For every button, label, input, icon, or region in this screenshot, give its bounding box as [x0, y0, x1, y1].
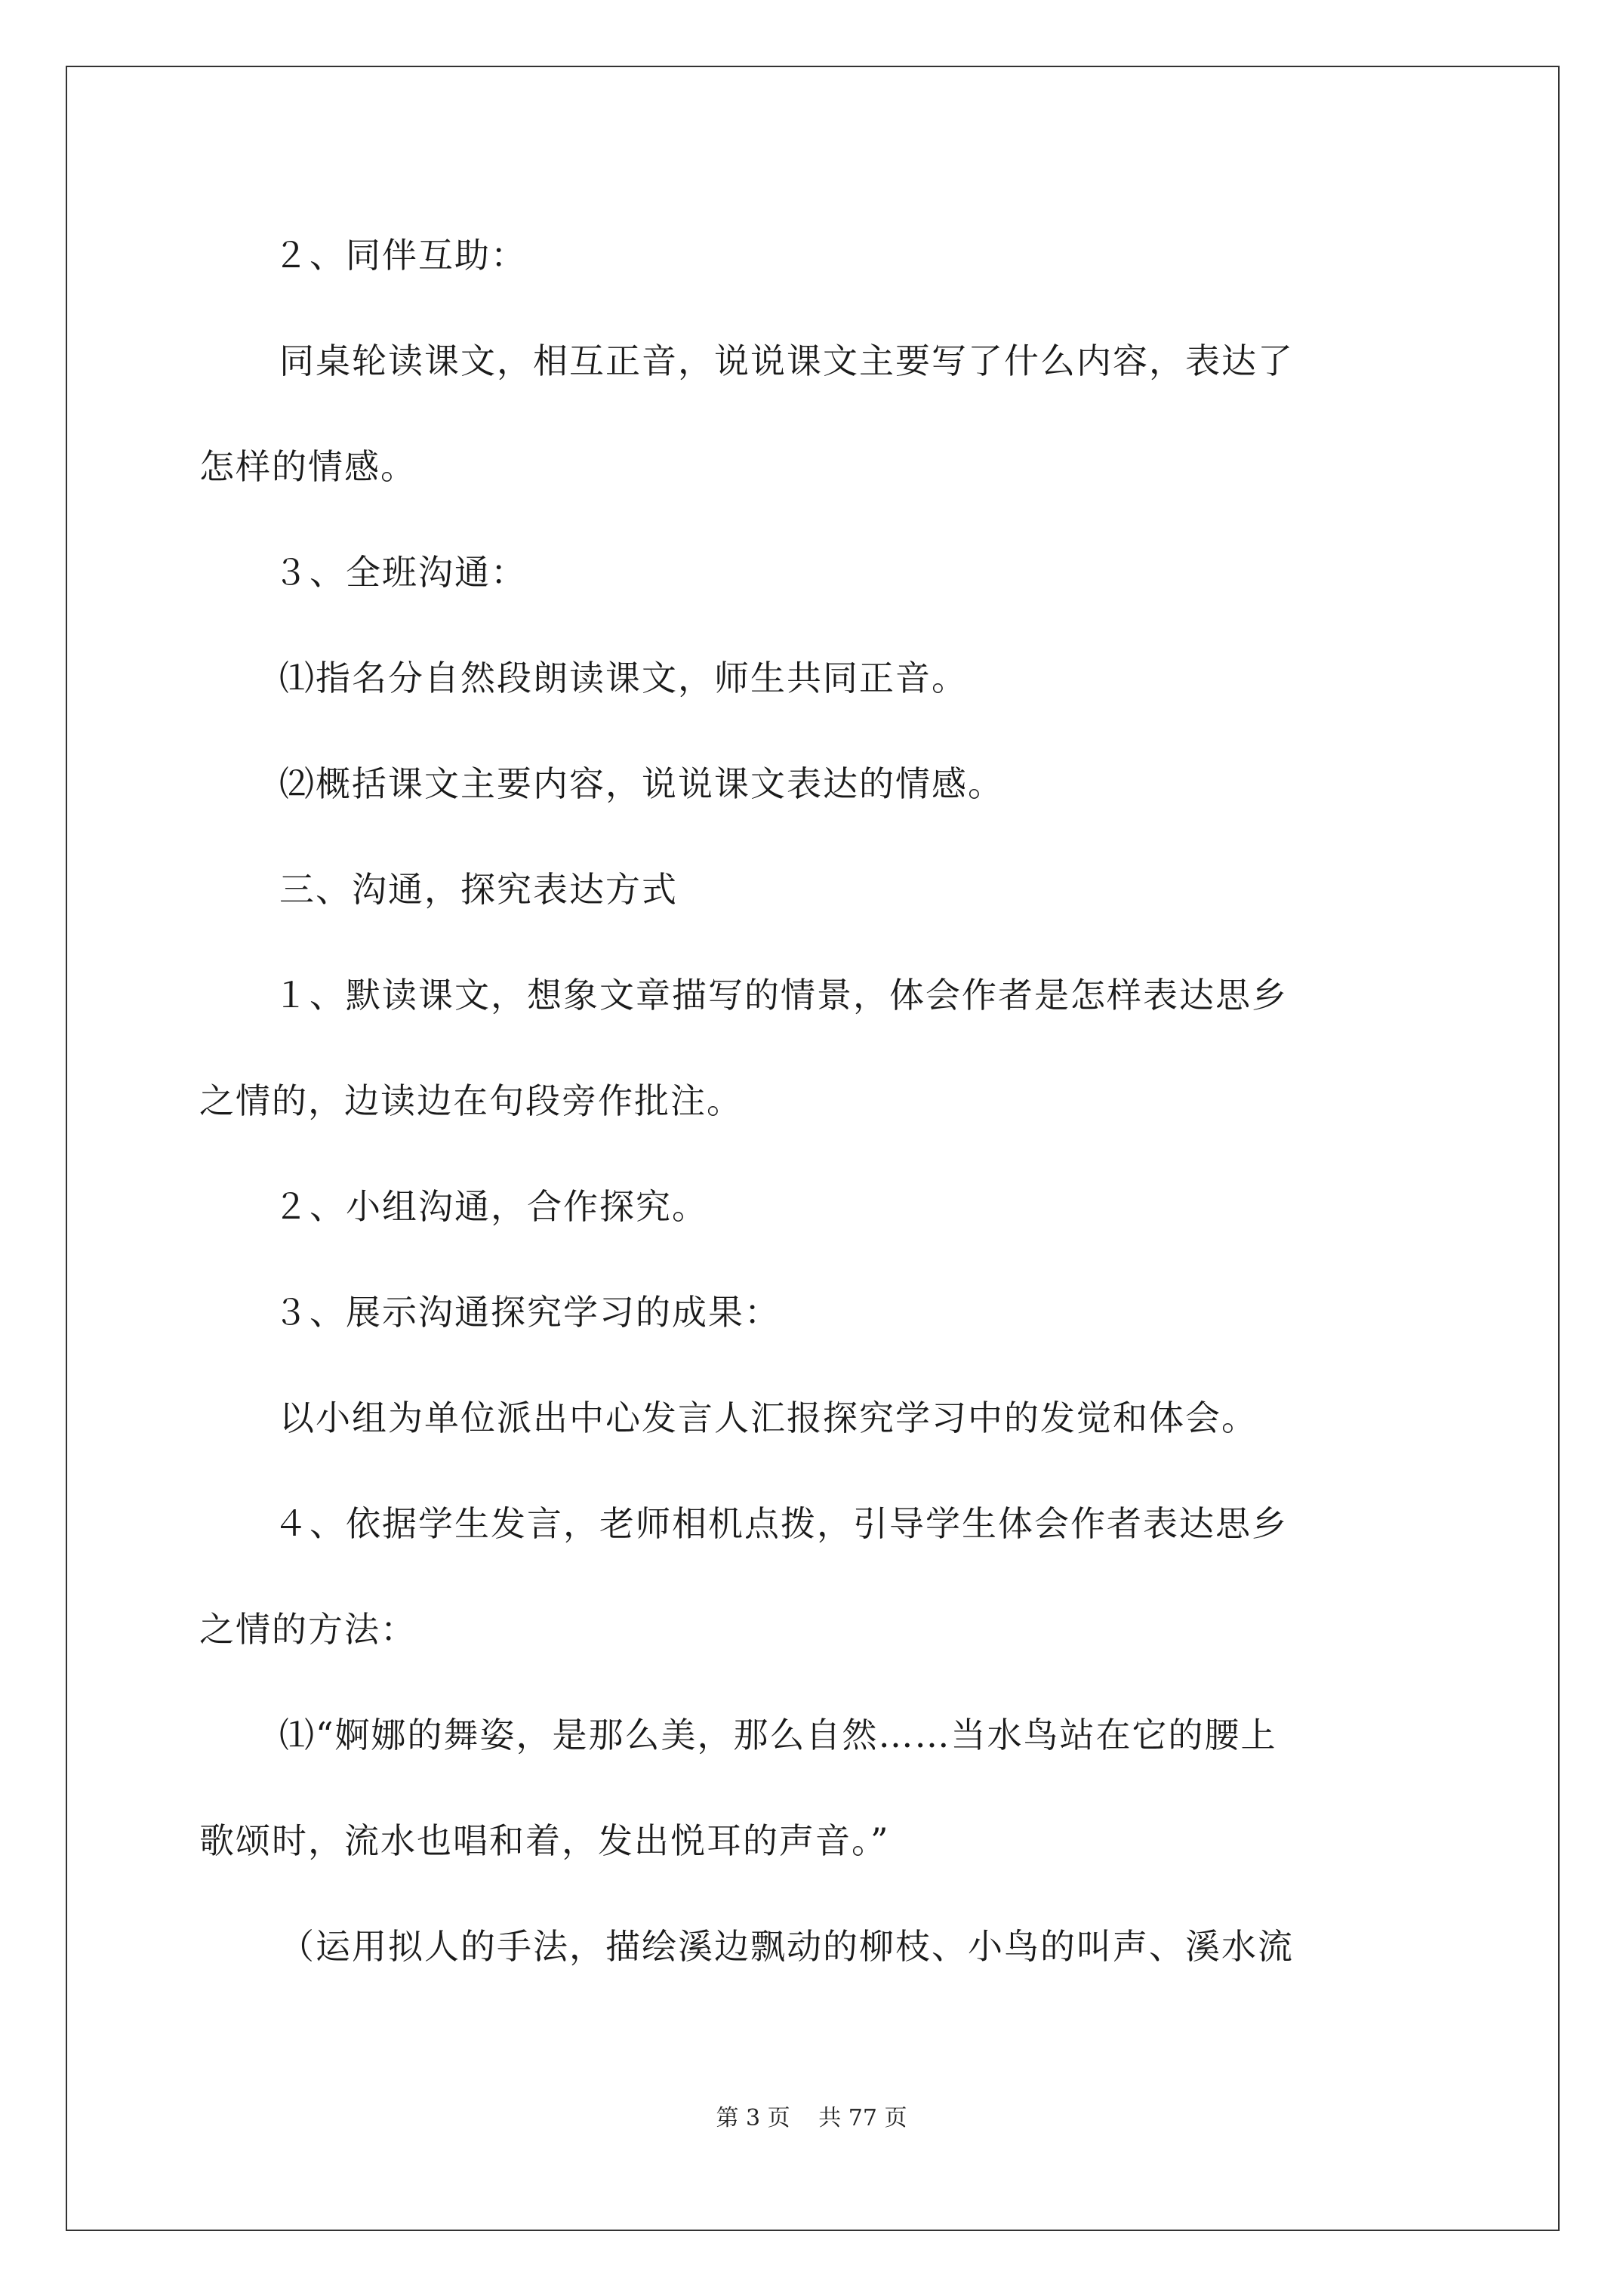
text-line: （运用拟人的手法，描绘溪边飘动的柳枝、小鸟的叫声、溪水流	[279, 1926, 1294, 1967]
text-line: ２、同伴互助：	[273, 235, 527, 276]
text-line: 同桌轮读课文，相互正音，说说课文主要写了什么内容，表达了	[279, 341, 1294, 381]
page-number: 第 3 页	[716, 2105, 790, 2131]
text-line: 以小组为单位派出中心发言人汇报探究学习中的发觉和体会。	[279, 1398, 1258, 1438]
text-line: 歌颂时，流水也唱和着，发出悦耳的声音。”	[199, 1820, 890, 1861]
page-total: 共 77 页	[818, 2105, 907, 2131]
text-line: ⑴“婀娜的舞姿，是那么美，那么自然……当水鸟站在它的腰上	[279, 1715, 1277, 1755]
text-line: ４、依据学生发言，老师相机点拨，引导学生体会作者表达思乡	[273, 1503, 1288, 1544]
text-line: ２、小组沟通，合作探究。	[273, 1186, 708, 1227]
text-line: ３、展示沟通探究学习的成果：	[273, 1292, 781, 1333]
text-line: ３、全班沟通：	[273, 552, 527, 593]
text-line: 之情的方法：	[199, 1609, 417, 1650]
text-line: 之情的，边读边在句段旁作批注。	[199, 1080, 743, 1121]
page-footer	[0, 2105, 1623, 2132]
text-line: ⑴指名分自然段朗读课文，师生共同正音。	[279, 658, 968, 698]
page-border	[66, 66, 1560, 2231]
text-line: １、默读课文，想象文章描写的情景，体会作者是怎样表达思乡	[273, 975, 1288, 1015]
text-line: 怎样的情感。	[199, 446, 417, 487]
section-heading: 三、沟通，探究表达方式	[279, 869, 678, 910]
text-line: ⑵概括课文主要内容，说说课文表达的情感。	[279, 763, 1004, 804]
